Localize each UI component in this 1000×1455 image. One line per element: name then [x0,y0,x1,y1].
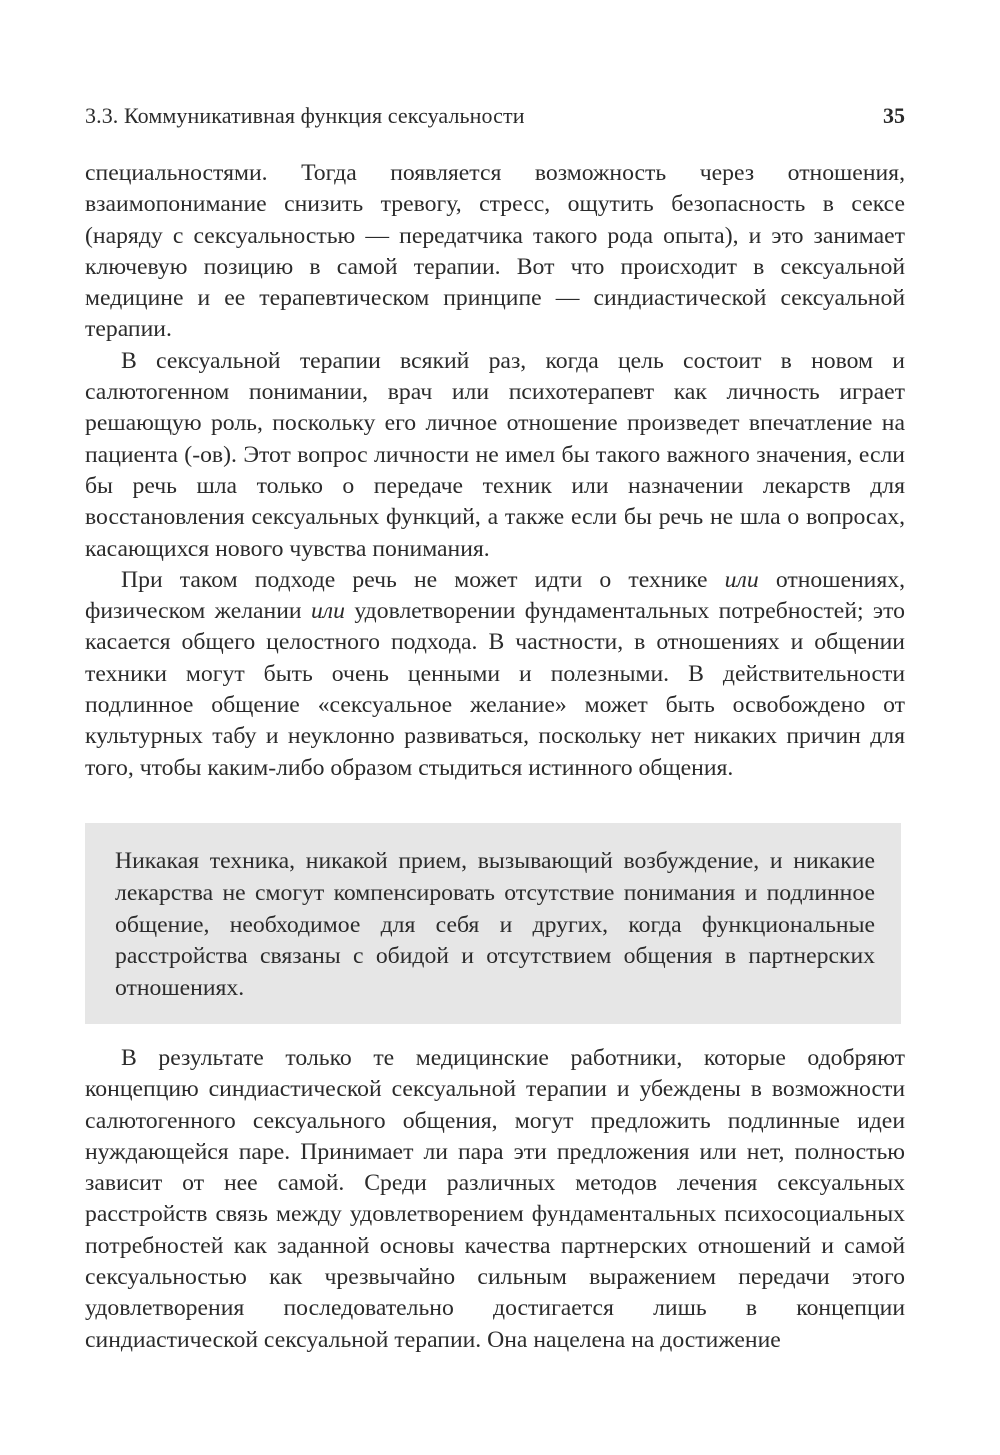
paragraph-2: В сексуальной терапии всякий раз, когда цель состоит в новом и салютогенном понимании, врач или психотерапевт как личность играет решающую роль, поскольку его личное отношение произведет впечатление на пациента (-ов). Этот вопрос личности не имел бы такого важного значения, если бы речь шла только о передаче техник или назначении лекарств для восстановления сексуальных функций, а также если бы речь не шла о вопросах, касающихся нового чувства понимания. [85,347,905,562]
paragraph-3 [85,565,905,784]
highlight-text: Никакая техника, никакой прием, вызывающий возбуждение, и никакие лекарства не смогут компенсировать отсутствие понимания и подлинное общение, необходимое для себя и других, когда функциональные расстройства связаны с обидой и отсутствием общения в партнерских отношениях. [115,848,875,1002]
paragraph-3-part-c: удовлетворении фундаментальных потребностей; это касается общего целостного подхода. В частности, в отношениях и общении техники могут быть очень ценными и полезными. В действительности подлинное общение «сексуальное желание» может быть освобождено от культурных табу и неуклонно развиваться, поскольку нет никаких причин для того, чтобы каким-либо образом стыдиться истинного общения. [85,598,905,781]
paragraph-3-part-a: При таком подходе речь не может идти о технике [121,566,725,593]
body-text [85,158,905,784]
paragraph-4: В результате только те медицинские работники, которые одобряют концепцию синдиастической сексуальной терапии и убеждены в возможности салютогенного сексуального общения, могут предложить подлинные идеи нуждающейся паре. Принимает ли пара эти предложения или нет, полностью зависит от нее самой. Среди различных методов лечения сексуальных расстройств связь между удовлетворением фундаментальных психосоциальных потребностей как заданной основы качества партнерских отношений и самой сексуальностью как чрезвычайно сильным выражением передачи этого удовлетворения последовательно достигается лишь в концепции синдиастической сексуальной терапии. Она нацелена на достижение [85,1045,905,1353]
body-text-continued [85,1043,905,1356]
running-header [85,101,905,131]
section-title: 3.3. Коммуникативная функция сексуальности [85,103,525,128]
emphasis-word: или [310,598,345,625]
page-number: 35 [883,103,905,128]
paragraph-1: специальностями. Тогда появляется возможность через отношения, взаимопонимание снизить тревогу, стресс, ощутить безопасность в сексе (наряду с сексуальностью — передатчика такого рода опыта), и это занимает ключевую позицию в самой терапии. Вот что происходит в сексуальной медицине и ее терапевтическом принципе — синдиастической сексуальной терапии. [85,160,905,343]
paragraph-3-part-b: отношениях, физическом желании [85,566,905,625]
highlight-box [85,823,901,1024]
emphasis-word: или [724,566,759,593]
